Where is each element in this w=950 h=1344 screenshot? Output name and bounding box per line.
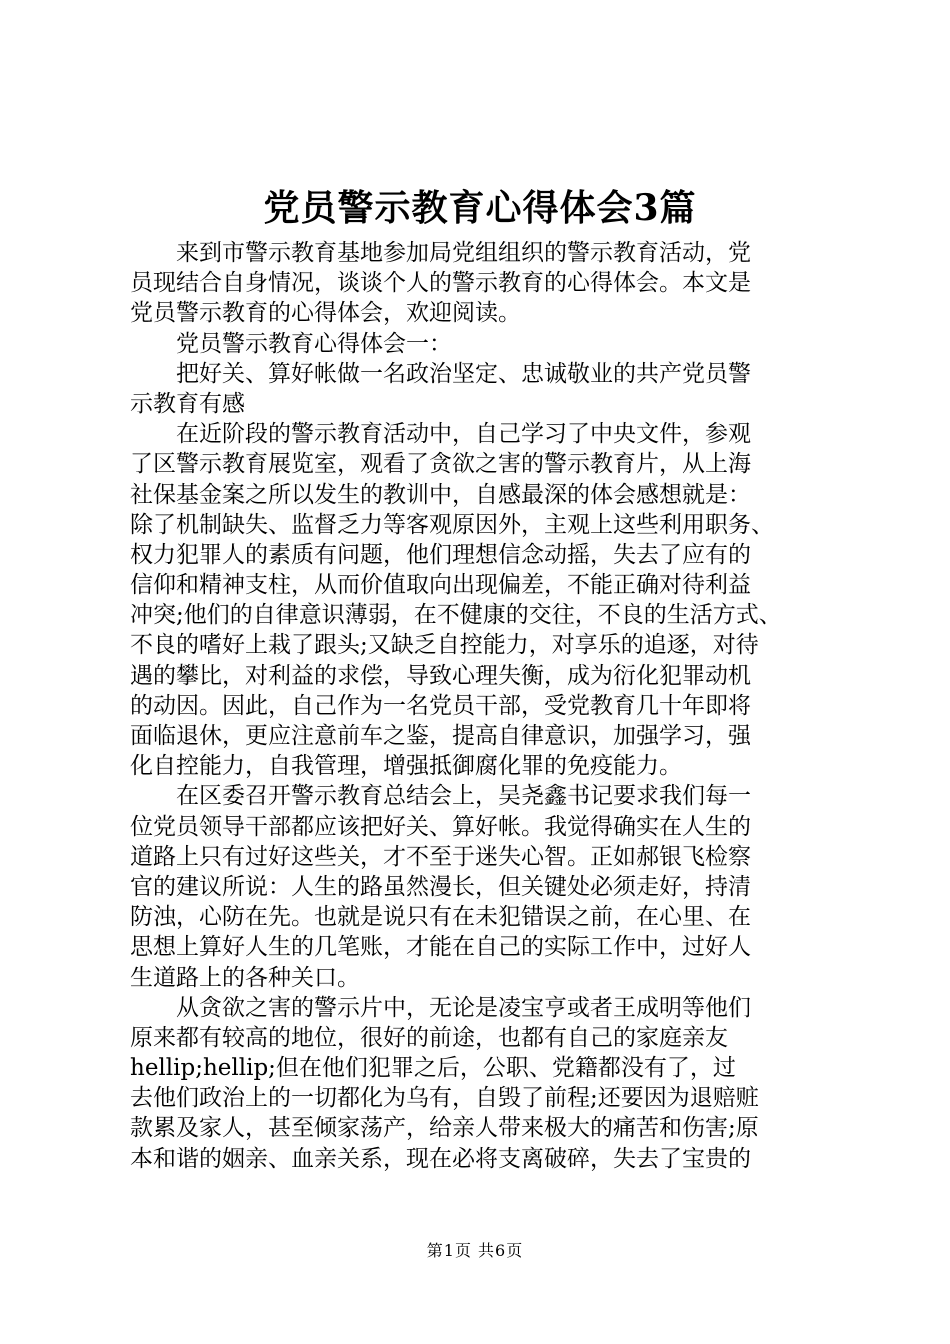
body-line: 位党员领导干部都应该把好关、算好帐。我觉得确实在人生的 (130, 813, 751, 840)
body-line: 冲突;他们的自律意识薄弱，在不健康的交往，不良的生活方式、 (130, 602, 782, 629)
body-line: 来到市警示教育基地参加局党组组织的警示教育活动，党 (130, 240, 751, 266)
document-title: 党员警示教育心得体会3篇 (263, 187, 697, 229)
body-line: 官的建议所说：人生的路虽然漫长，但关键处必须走好，持清 (130, 873, 751, 900)
body-line: 从贪欲之害的警示片中，无论是凌宝亨或者王成明等他们 (130, 994, 751, 1021)
body-line: 款累及家人，甚至倾家荡产，给亲人带来极大的痛苦和伤害;原 (130, 1115, 759, 1142)
body-line: 本和谐的姻亲、血亲关系，现在必将支离破碎，失去了宝贵的 (130, 1145, 751, 1172)
body-line: 生道路上的各种关口。 (130, 964, 360, 991)
body-line: 道路上只有过好这些关，才不至于迷失心智。正如郝银飞检察 (130, 843, 751, 870)
body-line: 信仰和精神支柱，从而价值取向出现偏差，不能正确对待利益 (130, 572, 751, 599)
body-line: 除了机制缺失、监督乏力等客观原因外，主观上这些利用职务、 (130, 511, 774, 538)
body-line: 权力犯罪人的素质有问题，他们理想信念动摇，失去了应有的 (130, 541, 751, 568)
body-line: 原来都有较高的地位，很好的前途，也都有自己的家庭亲友 (130, 1024, 728, 1051)
body-line: 了区警示教育展览室，观看了贪欲之害的警示教育片，从上海 (130, 451, 751, 478)
document-body (130, 238, 835, 1174)
body-line: hellip;hellip;但在他们犯罪之后，公职、党籍都没有了，过 (130, 1055, 736, 1082)
body-line: 思想上算好人生的几笔账，才能在自己的实际工作中，过好人 (130, 934, 751, 961)
body-line: 党员警示教育的心得体会，欢迎阅读。 (130, 300, 521, 327)
body-line: 在近阶段的警示教育活动中，自己学习了中央文件，参观 (130, 421, 751, 448)
body-line: 的动因。因此，自己作为一名党员干部，受党教育几十年即将 (130, 692, 751, 719)
body-line: 员现结合自身情况，谈谈个人的警示教育的心得体会。本文是 (130, 270, 751, 297)
body-line: 防浊，心防在先。也就是说只有在未犯错误之前，在心里、在 (130, 904, 751, 931)
body-line: 化自控能力，自我管理，增强抵御腐化罪的免疫能力。 (130, 753, 682, 780)
body-line: 示教育有感 (130, 390, 245, 417)
body-line: 不良的嗜好上栽了跟头;又缺乏自控能力，对享乐的追逐，对待 (130, 632, 759, 659)
body-line: 党员警示教育心得体会一： (130, 330, 452, 357)
body-line: 遇的攀比，对利益的求偿，导致心理失衡，成为衍化犯罪动机 (130, 662, 751, 689)
page-footer: 第1页 共6页 (426, 1241, 524, 1260)
body-line: 在区委召开警示教育总结会上，吴尧鑫书记要求我们每一 (130, 783, 751, 810)
body-line: 去他们政治上的一切都化为乌有，自毁了前程;还要因为退赔赃 (130, 1085, 759, 1112)
body-line: 把好关、算好帐做一名政治坚定、忠诚敬业的共产党员警 (130, 360, 751, 387)
body-line: 社保基金案之所以发生的教训中，自感最深的体会感想就是： (130, 481, 751, 508)
body-line: 面临退休，更应注意前车之鉴，提高自律意识，加强学习，强 (130, 723, 751, 749)
